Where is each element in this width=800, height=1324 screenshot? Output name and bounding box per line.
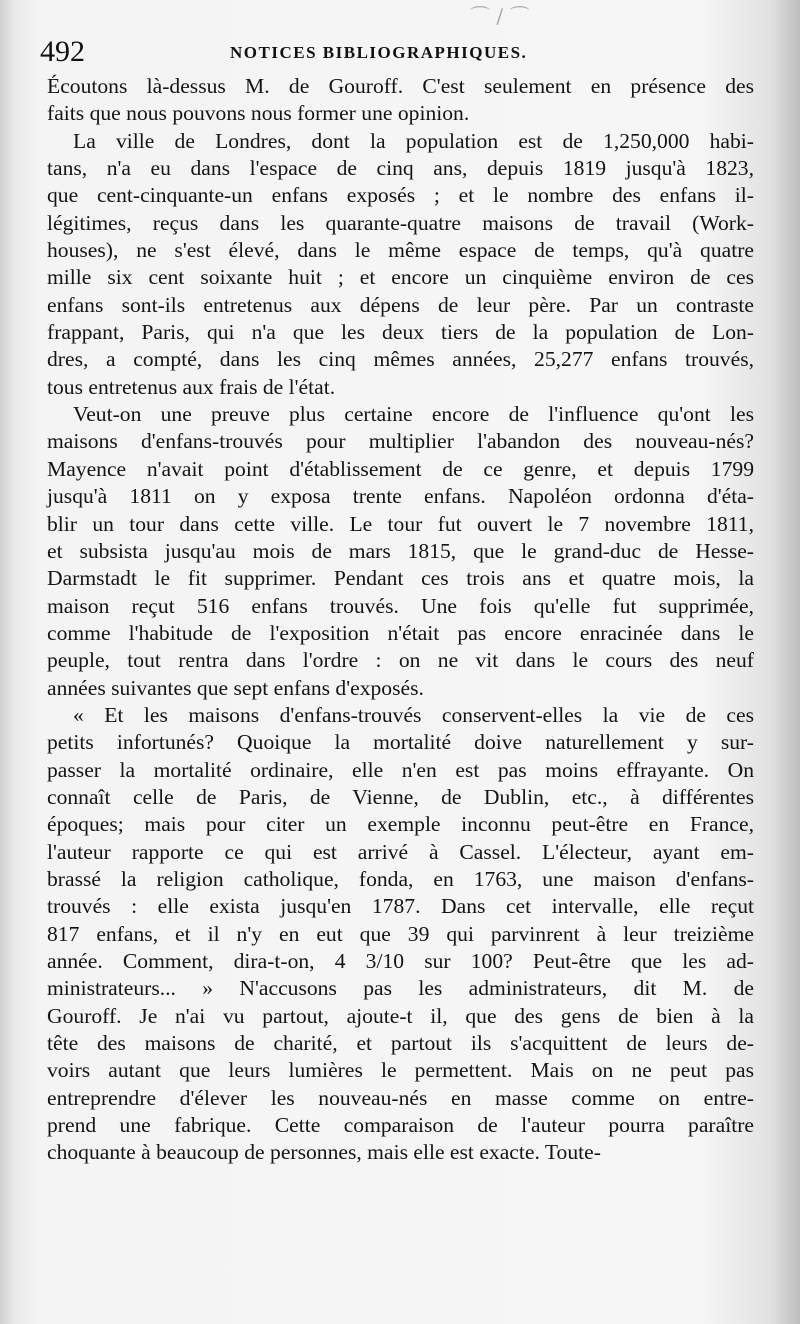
- text-line: comme l'habitude de l'exposition n'était pas encore enracinée dans le: [47, 620, 754, 645]
- text-line: année. Comment, dira-t-on, 4 3/10 sur 100? Peut-être que les ad-: [47, 949, 754, 973]
- text-line: entreprendre d'élever les nouveau-nés en masse comme on entre-: [47, 1085, 754, 1110]
- body-text: [47, 73, 754, 1167]
- text-line: faits que nous pouvons nous former une opinion.: [47, 101, 470, 126]
- text-line: « Et les maisons d'enfans-trouvés conservent-elles la vie de ces: [73, 702, 754, 727]
- text-line: Gouroff. Je n'ai vu partout, ajoute-t il, que des gens de bien à la: [47, 1003, 754, 1028]
- text-line: brassé la religion catholique, fonda, en 1763, une maison d'enfans-: [47, 866, 754, 891]
- text-line: années suivantes que sept enfans d'exposés.: [47, 675, 424, 700]
- page-header: [40, 34, 760, 70]
- paragraph: [47, 401, 754, 702]
- text-line: mille six cent soixante huit ; et encore un cinquième environ de ces: [47, 265, 754, 290]
- ink-smudge: ⌒ ∕ ⌒: [470, 4, 530, 28]
- text-line: enfans sont-ils entretenus aux dépens de leur père. Par un contraste: [47, 292, 754, 317]
- text-line: légitimes, reçus dans les quarante-quatre maisons de travail (Work-: [47, 210, 754, 235]
- text-line: passer la mortalité ordinaire, elle n'en est pas moins effrayante. On: [47, 757, 754, 782]
- text-line: choquante à beaucoup de personnes, mais elle est exacte. Toute-: [47, 1140, 601, 1165]
- text-line: époques; mais pour citer un exemple inconnu peut-être en France,: [47, 812, 754, 837]
- text-line: peuple, tout rentra dans l'ordre : on ne vit dans le cours des neuf: [47, 648, 754, 673]
- paragraph: [47, 128, 754, 401]
- text-line: tans, n'a eu dans l'espace de cinq ans, depuis 1819 jusqu'à 1823,: [47, 156, 754, 181]
- text-line: Veut-on une preuve plus certaine encore de l'influence qu'ont les: [73, 402, 754, 427]
- text-line: trouvés : elle exista jusqu'en 1787. Dans cet intervalle, elle reçut: [47, 894, 754, 919]
- text-line: connaît celle de Paris, de Vienne, de Dublin, etc., à différentes: [47, 784, 754, 809]
- page-number: 492: [40, 35, 85, 68]
- text-line: jusqu'à 1811 on y exposa trente enfans. Napoléon ordonna d'éta-: [47, 484, 754, 509]
- text-line: Mayence n'avait point d'établissement de ce genre, et depuis 1799: [47, 456, 754, 481]
- text-line: ministrateurs... » N'accusons pas les administrateurs, dit M. de: [47, 976, 754, 1001]
- text-line: l'auteur rapporte ce qui est arrivé à Cassel. L'électeur, ayant em-: [47, 839, 754, 864]
- text-line: houses), ne s'est élevé, dans le même espace de temps, qu'à quatre: [47, 238, 754, 263]
- text-line: 817 enfans, et il n'y en eut que 39 qui parvinrent à leur treizième: [47, 921, 754, 946]
- text-line: Darmstadt le fit supprimer. Pendant ces trois ans et quatre mois, la: [47, 566, 754, 591]
- text-line: maisons d'enfans-trouvés pour multiplier l'abandon des nouveau-nés?: [47, 429, 754, 454]
- text-line: voirs autant que leurs lumières le permettent. Mais on ne peut pas: [47, 1058, 754, 1083]
- text-line: tous entretenus aux frais de l'état.: [47, 374, 336, 399]
- text-line: maison reçut 516 enfans trouvés. Une fois qu'elle fut supprimée,: [47, 593, 754, 618]
- text-line: et subsista jusqu'au mois de mars 1815, que le grand-duc de Hesse-: [47, 538, 754, 563]
- text-line: frappant, Paris, qui n'a que les deux tiers de la population de Lon-: [47, 320, 754, 345]
- paragraph: [47, 702, 754, 1167]
- text-line: que cent-cinquante-un enfans exposés ; et le nombre des enfans il-: [47, 183, 754, 208]
- running-head: NOTICES BIBLIOGRAPHIQUES.: [230, 43, 528, 62]
- text-line: prend une fabrique. Cette comparaison de l'auteur pourra paraître: [47, 1113, 754, 1138]
- text-line: blir un tour dans cette ville. Le tour fut ouvert le 7 novembre 1811,: [47, 511, 754, 536]
- text-line: Écoutons là-dessus M. de Gouroff. C'est seulement en présence des: [47, 74, 754, 98]
- paragraph: [47, 73, 754, 128]
- text-line: petits infortunés? Quoique la mortalité doive naturellement y sur-: [47, 730, 754, 755]
- text-line: La ville de Londres, dont la population est de 1,250,000 habi-: [73, 128, 754, 153]
- text-line: dres, a compté, dans les cinq mêmes années, 25,277 enfans trouvés,: [47, 347, 754, 372]
- text-line: tête des maisons de charité, et partout ils s'acquittent de leurs de-: [47, 1031, 754, 1056]
